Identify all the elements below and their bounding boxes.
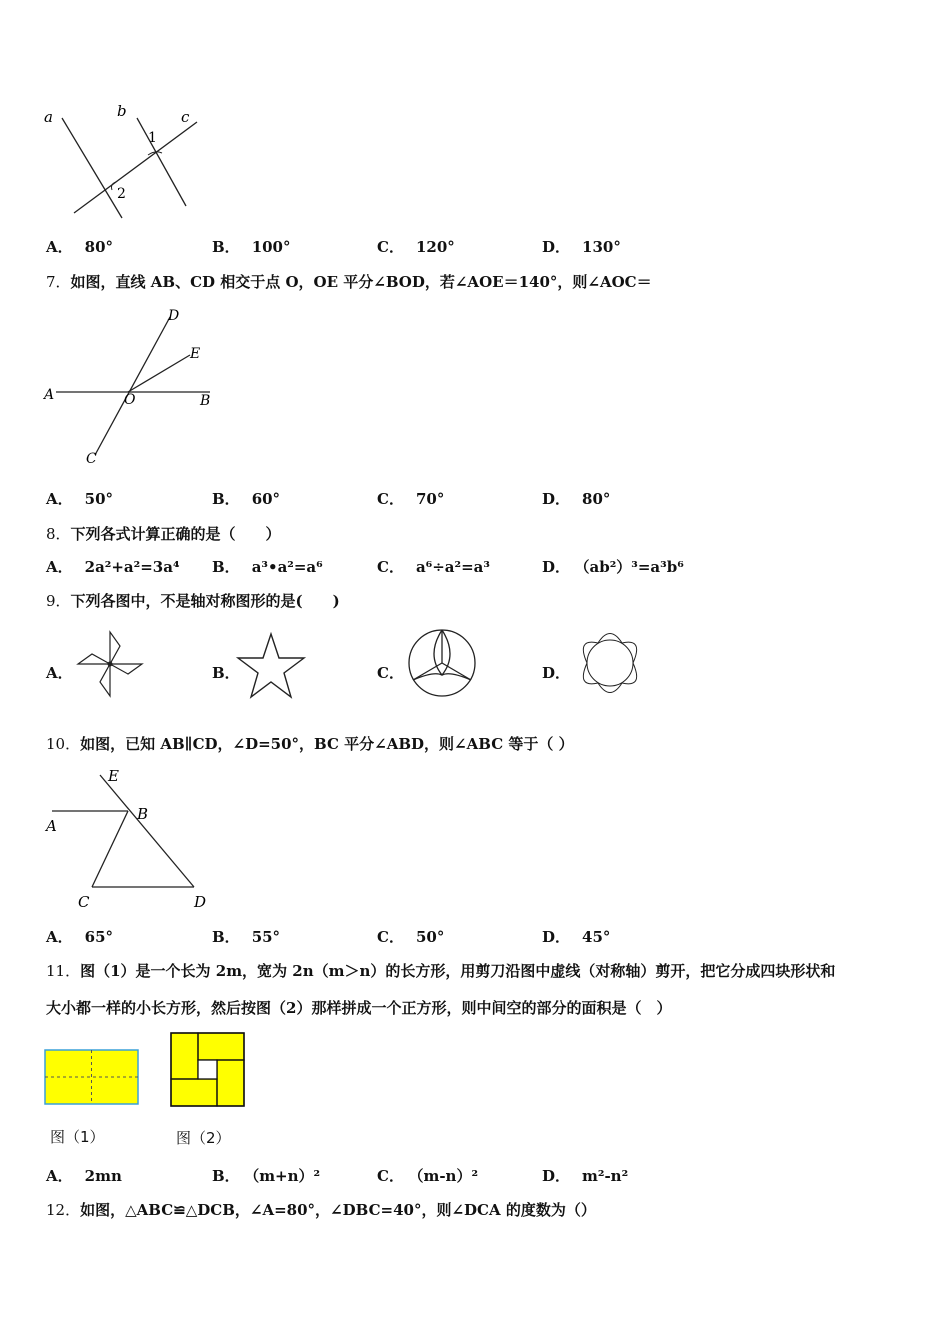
figure-q6-parallel-lines	[40, 100, 210, 220]
q8-option-a[interactable]: A． 2a²+a²=3a⁴	[46, 558, 180, 576]
question-7: 7．如图，直线 AB、CD 相交于点 O，OE 平分∠BOD，若∠AOE＝140°，则∠AOC＝	[46, 273, 652, 291]
q10-option-a[interactable]: A． 65°	[46, 928, 114, 946]
label-B: B	[137, 805, 149, 823]
label-A: A	[44, 387, 55, 403]
flower-figure	[570, 624, 650, 702]
q11-option-d[interactable]: D． m²-n²	[542, 1167, 629, 1185]
label-angle-1: 1	[148, 130, 157, 146]
q11-option-a[interactable]: A． 2mn	[46, 1167, 122, 1185]
star-figure	[234, 630, 308, 700]
label-E: E	[190, 346, 201, 362]
label-b: b	[117, 102, 127, 120]
label-C: C	[78, 893, 90, 911]
label-E: E	[108, 767, 119, 785]
label-C: C	[86, 451, 97, 467]
q7-option-b[interactable]: B． 60°	[212, 490, 281, 508]
label-c: c	[181, 108, 190, 126]
figure-q10-triangle	[40, 765, 220, 913]
q6-option-a[interactable]: A． 80°	[46, 238, 114, 256]
label-D: D	[194, 893, 207, 911]
question-8: 8．下列各式计算正确的是（ ）	[46, 525, 281, 543]
q10-option-b[interactable]: B． 55°	[212, 928, 281, 946]
question-9: 9．下列各图中，不是轴对称图形的是( )	[46, 592, 340, 610]
figure-2-caption: 图（2）	[176, 1129, 231, 1147]
q8-option-c[interactable]: C． a⁶÷a²=a³	[377, 558, 490, 576]
label-D: D	[168, 308, 180, 324]
q7-option-a[interactable]: A． 50°	[46, 490, 114, 508]
q11-option-b[interactable]: B． （m+n）²	[212, 1167, 321, 1185]
q8-option-d[interactable]: D． （ab²）³=a³b⁶	[542, 558, 684, 576]
q6-option-b[interactable]: B． 100°	[212, 238, 291, 256]
q7-option-d[interactable]: D． 80°	[542, 490, 611, 508]
label-O: O	[124, 392, 136, 408]
q6-option-d[interactable]: D． 130°	[542, 238, 621, 256]
figure-q11-rectangle	[44, 1049, 140, 1107]
q6-option-c[interactable]: C． 120°	[377, 238, 455, 256]
q9-option-c[interactable]: C．	[377, 664, 404, 682]
figure-q7-intersecting-lines	[40, 305, 220, 470]
question-11-line-2: 大小都一样的小长方形，然后按图（2）那样拼成一个正方形，则中间空的部分的面积是（ ）	[46, 999, 672, 1017]
figure-q11-square	[170, 1032, 246, 1108]
circle-arcs-figure	[404, 625, 480, 701]
question-10: 10．如图，已知 AB∥CD，∠D=50°，BC 平分∠ABD，则∠ABC 等于（ ）	[46, 735, 574, 753]
q11-option-c[interactable]: C． （m-n）²	[377, 1167, 479, 1185]
figure-1-caption: 图（1）	[50, 1128, 105, 1146]
q10-option-c[interactable]: C． 50°	[377, 928, 445, 946]
question-11-line-1: 11．图（1）是一个长为 2m，宽为 2n（m＞n）的长方形，用剪刀沿图中虚线（对称轴）剪开，把它分成四块形状和	[46, 962, 836, 980]
q10-option-d[interactable]: D． 45°	[542, 928, 611, 946]
q9-option-a[interactable]: A．	[46, 664, 73, 682]
label-angle-2: 2	[117, 186, 126, 202]
q8-option-b[interactable]: B． a³•a²=a⁶	[212, 558, 323, 576]
question-12: 12．如图，△ABC≌△DCB，∠A=80°，∠DBC=40°，则∠DCA 的度数为（）	[46, 1201, 596, 1219]
q7-option-c[interactable]: C． 70°	[377, 490, 445, 508]
label-B: B	[200, 393, 211, 409]
q9-option-d[interactable]: D．	[542, 664, 571, 682]
label-a: a	[44, 108, 53, 126]
label-A: A	[46, 817, 57, 835]
pinwheel-figure	[76, 628, 148, 700]
q9-option-b[interactable]: B．	[212, 664, 240, 682]
